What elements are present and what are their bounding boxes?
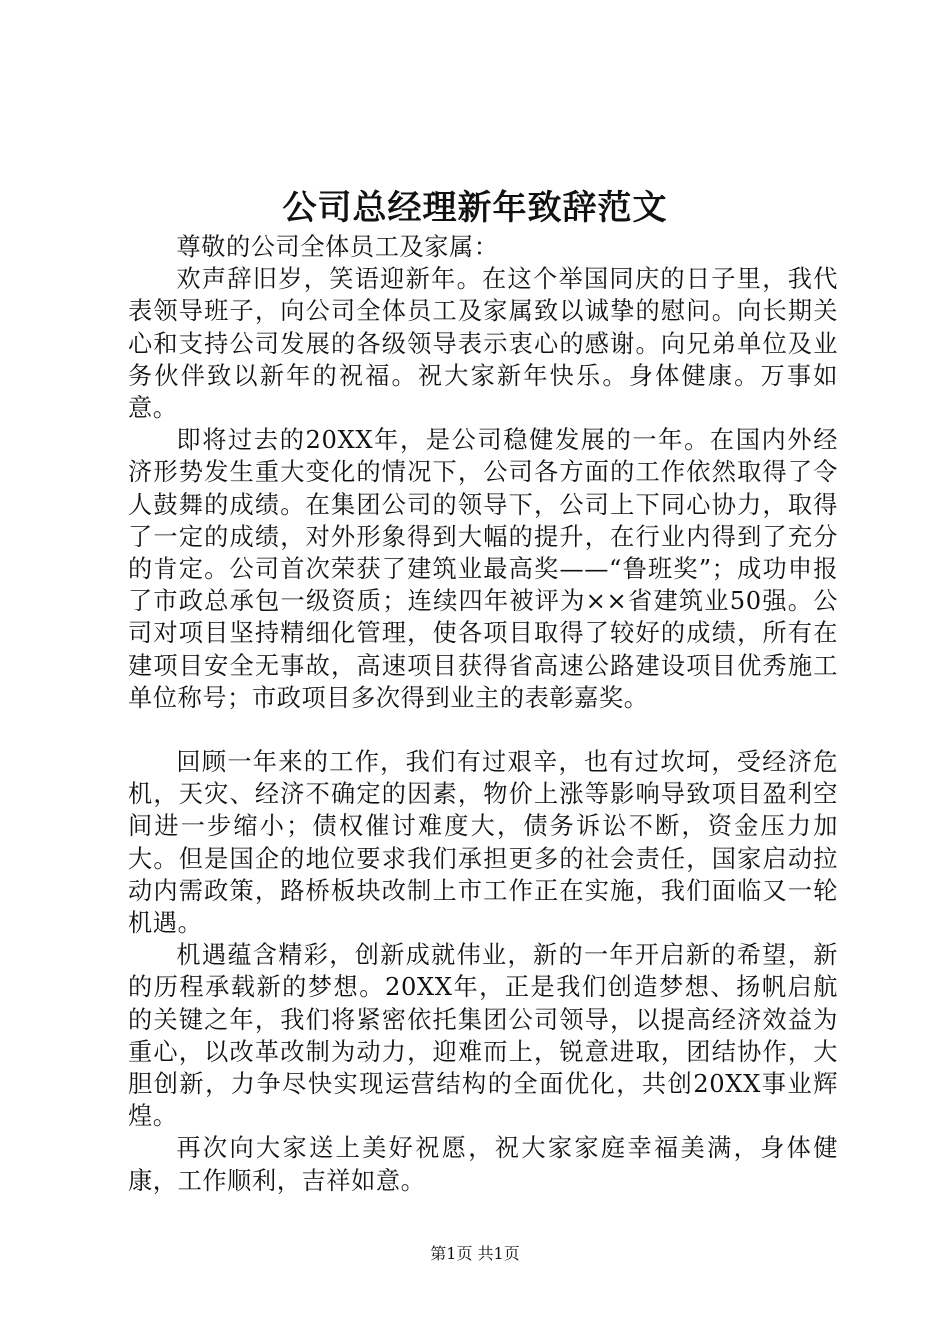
paragraph-5: 再次向大家送上美好祝愿，祝大家家庭幸福美满，身体健康，工作顺利，吉祥如意。 — [128, 1134, 838, 1195]
greeting-line: 尊敬的公司全体员工及家属： — [176, 233, 499, 261]
page-footer: 第1页 共1页 — [430, 1244, 520, 1263]
paragraph-4: 机遇蕴含精彩，创新成就伟业，新的一年开启新的希望，新的历程承载新的梦想。20XX年，正是我们创造梦想、扬帆启航的关键之年，我们将紧密依托集团公司领导，以提高经济效益为重心，以改革改制为动力，迎难而上，锐意进取，团结协作，大胆创新，力争尽快实现运营结构的全面优化，共创20XX事业辉煌。 — [128, 941, 838, 1131]
paragraph-spacer — [128, 714, 838, 746]
paragraph-1: 欢声辞旧岁，笑语迎新年。在这个举国同庆的日子里，我代表领导班子，向公司全体员工及家属致以诚挚的慰问。向长期关心和支持公司发展的各级领导表示衷心的感谢。向兄弟单位及业务伙伴致以新年的祝福。祝大家新年快乐。身体健康。万事如意。 — [128, 265, 838, 423]
document-title: 公司总经理新年致辞范文 — [282, 188, 668, 228]
paragraph-3: 回顾一年来的工作，我们有过艰辛，也有过坎坷，受经济危机，天灾、经济不确定的因素，物价上涨等影响导致项目盈利空间进一步缩小；债权催讨难度大，债务诉讼不断，资金压力加大。但是国企的地位要求我们承担更多的社会责任，国家启动拉动内需政策，路桥板块改制上市工作正在实施，我们面临又一轮机遇。 — [128, 748, 838, 938]
document-body — [128, 231, 838, 1197]
paragraph-2: 即将过去的20XX年，是公司稳健发展的一年。在国内外经济形势发生重大变化的情况下，公司各方面的工作依然取得了令人鼓舞的成绩。在集团公司的领导下，公司上下同心协力，取得了一定的成绩，对外形象得到大幅的提升，在行业内得到了充分的肯定。公司首次荣获了建筑业最高奖——“鲁班奖”；成功申报了市政总承包一级资质；连续四年被评为××省建筑业50强。公司对项目坚持精细化管理，使各项目取得了较好的成绩，所有在建项目安全无事故，高速项目获得省高速公路建设项目优秀施工单位称号；市政项目多次得到业主的表彰嘉奖。 — [128, 426, 838, 712]
